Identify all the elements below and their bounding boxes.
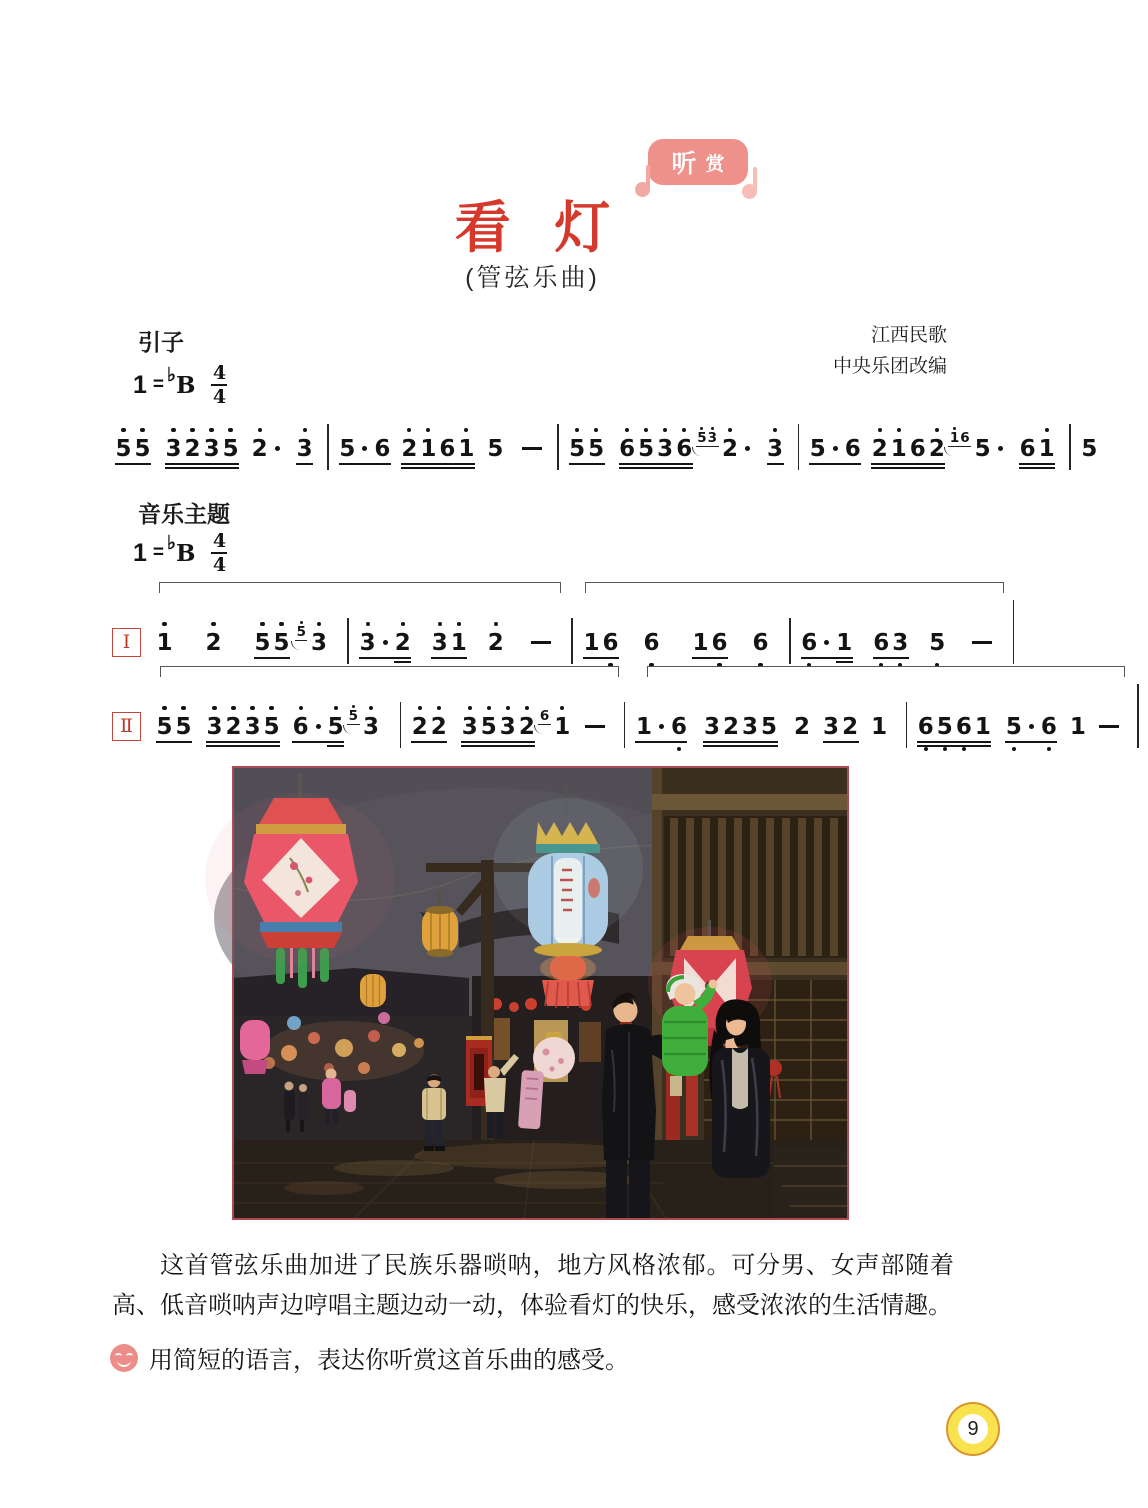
score-note: 2 bbox=[204, 619, 223, 668]
score-note-group: 6 5 3 6 bbox=[618, 425, 694, 474]
page-number-badge bbox=[946, 1402, 1000, 1456]
score-note-group: 5 5 bbox=[568, 425, 606, 474]
score-note-group: 6 5 6 1 bbox=[916, 703, 992, 752]
key-tonic: B bbox=[175, 371, 196, 399]
score-barline bbox=[557, 424, 559, 470]
key-signature bbox=[133, 532, 227, 574]
section-label-theme: 音乐主题 bbox=[138, 501, 230, 527]
lantern-festival-photo bbox=[232, 766, 849, 1220]
key-prefix: 1 bbox=[133, 370, 147, 399]
score-note: 1 bbox=[155, 619, 174, 668]
grace-note: 6 bbox=[538, 703, 550, 725]
grace-note: 5 bbox=[295, 619, 307, 641]
time-signature bbox=[211, 364, 227, 406]
key-equals: = bbox=[152, 374, 165, 395]
activity-prompt bbox=[110, 1340, 629, 1375]
phrase-bracket bbox=[159, 582, 561, 593]
score-barline bbox=[400, 702, 402, 748]
score-note: 5 bbox=[1081, 435, 1098, 462]
phrase-bracket bbox=[160, 666, 619, 677]
score-note-group: 6 1 bbox=[800, 619, 854, 668]
score-barline bbox=[327, 424, 329, 470]
meter-bottom: 4 bbox=[212, 554, 227, 576]
festival-photo-illustration bbox=[234, 768, 847, 1218]
grace-note: 1 6 bbox=[948, 425, 971, 447]
score-barline bbox=[624, 702, 626, 748]
score-barline bbox=[798, 424, 800, 470]
score-note: 1 bbox=[1069, 713, 1086, 740]
score-note-group: 6 3 bbox=[872, 619, 910, 668]
score-section-number: Ⅱ bbox=[112, 712, 141, 741]
score-barline bbox=[571, 618, 573, 664]
score-note-group: 5 5 bbox=[155, 703, 193, 752]
score-note: 2 bbox=[486, 619, 505, 668]
score-note: 1 bbox=[553, 703, 572, 752]
score-note-group: 6 5 bbox=[291, 703, 345, 752]
score-dash bbox=[971, 619, 994, 668]
score-note-group: 3 2 3 5 bbox=[164, 425, 240, 474]
score-note: 1 bbox=[871, 713, 888, 740]
score-note-group: 2 2 bbox=[410, 703, 448, 752]
page-number: 9 bbox=[958, 1414, 988, 1444]
score-section-number: Ⅰ bbox=[112, 628, 141, 657]
time-signature bbox=[211, 532, 227, 574]
score-barline bbox=[906, 702, 908, 748]
score-note: 3 bbox=[309, 619, 328, 668]
score-note-group: 2 bbox=[721, 425, 756, 474]
score-barline bbox=[789, 618, 791, 664]
badge-text: 听 bbox=[671, 150, 697, 178]
section-label-intro: 引子 bbox=[138, 329, 184, 355]
question-text: 用简短的语言，表达你听赏这首乐曲的感受。 bbox=[149, 1347, 629, 1374]
flat-sign: ♭ bbox=[167, 364, 176, 386]
score-note: 5 bbox=[928, 619, 947, 668]
flat-sign: ♭ bbox=[167, 532, 176, 554]
meter-top: 4 bbox=[212, 530, 227, 552]
score-note: 2 bbox=[794, 713, 811, 740]
score-note-group: 2 1 6 1 bbox=[400, 425, 476, 474]
score-note-group: 5 5 bbox=[114, 425, 152, 474]
score-barline bbox=[347, 618, 349, 664]
score-dash bbox=[521, 425, 544, 474]
score-note-group: 2 bbox=[250, 425, 285, 474]
badge-text: 赏 bbox=[705, 153, 725, 175]
attribution bbox=[833, 320, 947, 382]
score-note-group: 3 1 bbox=[430, 619, 468, 668]
paragraph-text: 这首管弦乐曲加进了民族乐器唢呐，地方风格浓郁。可分男、女声部随着高、低音唢呐声边哼唱主题边动一动，体验看灯的快乐，感受浓浓的生活情趣。 bbox=[112, 1252, 954, 1319]
score-line-theme-1 bbox=[112, 582, 960, 668]
score-note-group: 1 6 bbox=[691, 619, 729, 668]
score-note-group: 5 6 bbox=[338, 425, 392, 474]
description-paragraph bbox=[112, 1246, 954, 1326]
score-note-group: 3 2 bbox=[358, 619, 412, 668]
score-note-group: 2 1 6 2 bbox=[870, 425, 946, 474]
key-tonic: B bbox=[175, 539, 196, 567]
score-note-group: 5 6 bbox=[1004, 703, 1058, 752]
score-note: 6 bbox=[751, 619, 770, 668]
score-note-group: 1 6 bbox=[582, 619, 620, 668]
score-note-group: 3 2 3 5 bbox=[205, 703, 281, 752]
smiley-face-icon bbox=[110, 1344, 138, 1372]
score-note: 3 bbox=[362, 703, 381, 752]
score-note: 3 bbox=[295, 425, 314, 474]
grace-note: 5 bbox=[347, 703, 359, 725]
listen-appreciate-badge bbox=[648, 139, 748, 185]
score-note: 5 bbox=[487, 435, 504, 462]
grace-note: 5 3 bbox=[696, 425, 719, 447]
score-note-group: 5 bbox=[973, 425, 1008, 474]
attribution-origin: 江西民歌 bbox=[870, 325, 947, 346]
key-prefix: 1 bbox=[133, 538, 147, 567]
key-signature bbox=[133, 364, 227, 406]
score-note-group: 3 2 bbox=[822, 703, 860, 752]
phrase-bracket bbox=[647, 666, 1126, 677]
key-equals: = bbox=[152, 542, 165, 563]
meter-top: 4 bbox=[212, 362, 227, 384]
page-subtitle: (管弦乐曲) bbox=[465, 264, 600, 292]
score-note-group: 1 6 bbox=[634, 703, 688, 752]
score-note: 6 bbox=[642, 619, 661, 668]
score-barline bbox=[1013, 600, 1015, 664]
score-barline bbox=[1069, 424, 1071, 470]
score-note-group: 5 5 bbox=[253, 619, 291, 668]
page-title: 看 灯 bbox=[454, 196, 625, 259]
meter-bottom: 4 bbox=[212, 386, 227, 408]
phrase-bracket bbox=[585, 582, 1004, 593]
score-note-group: 6 1 bbox=[1018, 425, 1056, 474]
score-note-group: 3 5 3 2 bbox=[460, 703, 536, 752]
score-barline bbox=[1137, 684, 1139, 748]
score-line-theme-2 bbox=[112, 666, 1086, 752]
score-line-intro bbox=[114, 406, 1098, 474]
score-note-group: 5 6 bbox=[808, 425, 862, 474]
score-dash bbox=[529, 619, 552, 668]
attribution-arranger: 中央乐团改编 bbox=[832, 356, 947, 377]
score-note-group: 3 2 3 5 bbox=[702, 703, 778, 752]
score-dash bbox=[584, 703, 607, 752]
score-note: 3 bbox=[766, 425, 785, 474]
score-dash bbox=[1097, 703, 1120, 752]
